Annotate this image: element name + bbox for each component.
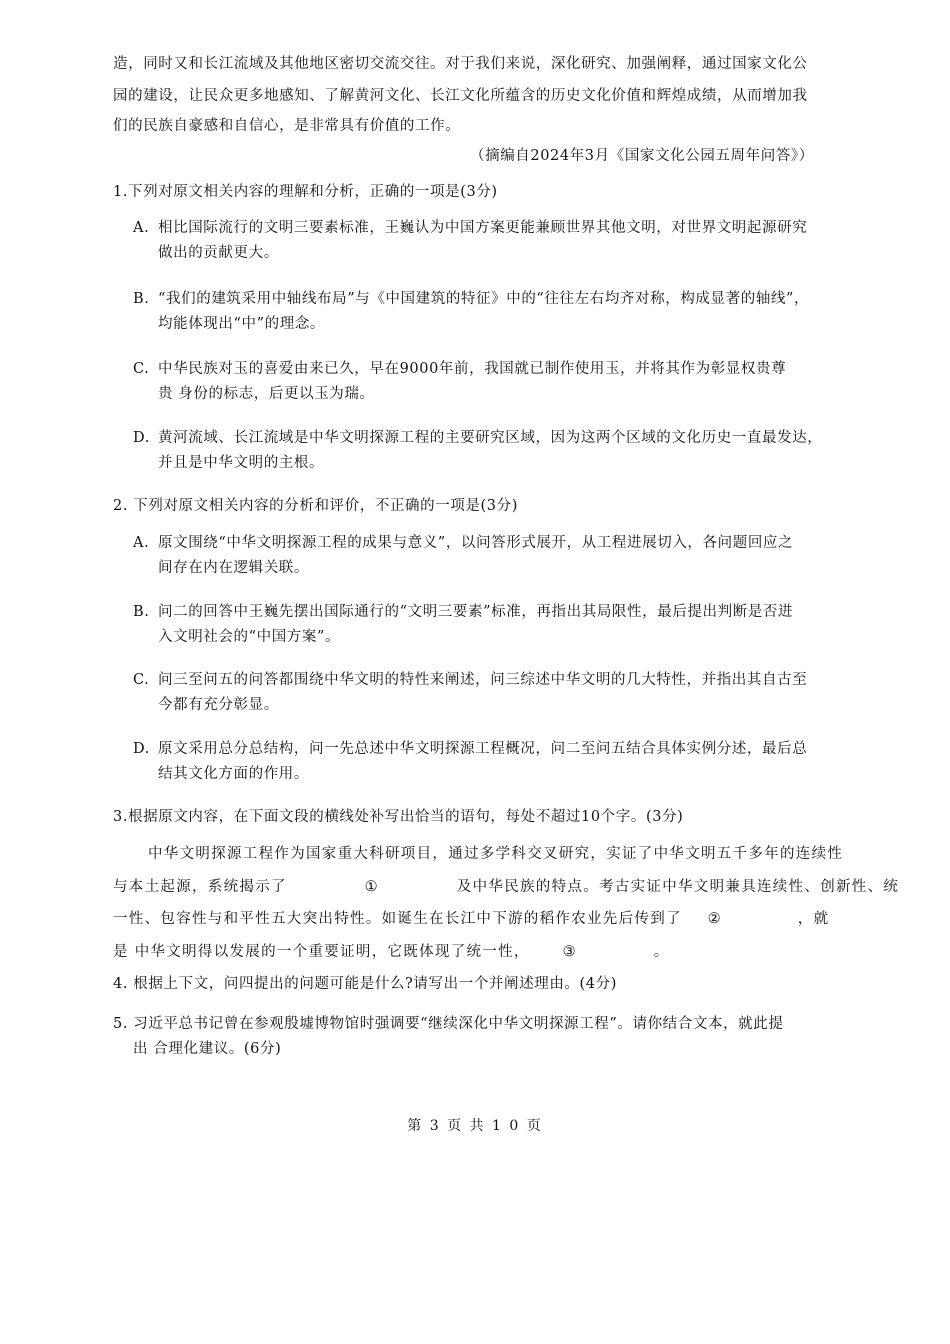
question-3-stem: 3.根据原文内容，在下面文段的横线处补写出恰当的语句，每处不超过10个字。(3分) — [113, 809, 684, 825]
option-text: 问二的回答中王巍先摆出国际通行的“文明三要素”标准，再指出其局限性，最后提出判断是否进 — [158, 604, 794, 620]
option-text: 黄河流域、长江流域是中华文明探源工程的主要研究区域，因为这两个区域的文化历史一直最发达， — [158, 430, 823, 446]
passage-line: 们的民族自豪感和自信心，是非常具有价值的工作。 — [113, 118, 461, 134]
option-letter: B. — [133, 604, 150, 620]
option-text: 做出的贡献更大。 — [158, 245, 279, 261]
question-4-stem: 4. 根据上下文，问四提出的问题可能是什么?请写出一个并阐述理由。(4分) — [113, 976, 617, 992]
option-text: 今都有充分彰显。 — [158, 697, 279, 713]
option-text: 原文采用总分总结构，问一先总述中华文明探源工程概况，问二至问五结合具体实例分述，最后总 — [158, 741, 808, 757]
option-text: 均能体现出“中”的理念。 — [158, 316, 326, 332]
cloze-text: 是 中华文明得以发展的一个重要证明，它既体现了统一性， — [113, 944, 530, 960]
cloze-text: 与本土起源，系统揭示了 — [113, 879, 287, 895]
page-number: 第 3 页 共 1 0 页 — [407, 1118, 543, 1134]
option-letter: A. — [133, 220, 150, 236]
option-letter: C. — [133, 672, 150, 688]
question-5-stem: 5. 习近平总书记曾在参观殷墟博物馆时强调要“继续深化中华文明探源工程”。请你结合文本，就此提 — [113, 1016, 784, 1032]
option-text: 并且是中华文明的主根。 — [158, 455, 325, 471]
source-citation: （摘编自2024年3月《国家文化公园五周年问答》） — [470, 148, 814, 164]
cloze-text: 。 — [653, 944, 670, 960]
option-letter: D. — [133, 430, 150, 446]
cloze-blank-2: ② — [707, 911, 722, 927]
cloze-paragraph-line — [113, 907, 829, 931]
passage-line: 造，同时又和长江流域及其他地区密切交流交往。对于我们来说，深化研究、加强阐释，通过国家文化公 — [113, 56, 808, 72]
option-text: 间存在内在逻辑关联。 — [158, 560, 309, 576]
cloze-text: 一性、包容性与和平性五大突出特性。如诞生在长江中下游的稻作农业先后传到了 — [113, 911, 682, 927]
option-text: 原文围绕“中华文明探源工程的成果与意义”，以问答形式展开，从工程进展切入，各问题回应之 — [158, 535, 794, 551]
passage-line: 园的建设，让民众更多地感知、了解黄河文化、长江文化所蕴含的历史文化价值和辉煌成绩，从而增加我 — [113, 88, 808, 104]
cloze-blank-1: ① — [364, 879, 379, 895]
option-letter: C. — [133, 361, 150, 377]
question-1-stem: 1.下列对原文相关内容的理解和分析，正确的一项是(3分) — [113, 184, 498, 200]
option-letter: B. — [133, 291, 150, 307]
cloze-blank-3: ③ — [562, 944, 577, 960]
cloze-text: ，就 — [797, 911, 830, 927]
option-text: 问三至问五的问答都围绕中华文明的特性来阐述，问三综述中华文明的几大特性，并指出其自古至 — [158, 672, 808, 688]
cloze-paragraph-line: 中华文明探源工程作为国家重大科研项目，通过多学科交叉研究，实证了中华文明五千多年的连续性 — [148, 846, 844, 862]
option-text: 贵 身份的标志，后更以玉为瑞。 — [158, 386, 375, 402]
option-text: 中华民族对玉的喜爱由来已久，早在9000年前，我国就已制作使用玉，并将其作为彰显权贵尊 — [158, 361, 787, 377]
question-5-stem: 出 合理化建议。(6分) — [133, 1041, 282, 1057]
option-text: 相比国际流行的文明三要素标准，王巍认为中国方案更能兼顾世界其他文明，对世界文明起源研究 — [158, 220, 808, 236]
option-text: 入文明社会的“中国方案”。 — [158, 629, 341, 645]
option-text: 结其文化方面的作用。 — [158, 766, 309, 782]
cloze-text: 及中华民族的特点。考古实证中华文明兼具连续性、创新性、统 — [456, 879, 900, 895]
question-2-stem: 2. 下列对原文相关内容的分析和评价，不正确的一项是(3分) — [113, 498, 518, 514]
option-letter: A. — [133, 535, 150, 551]
option-letter: D. — [133, 741, 150, 757]
cloze-paragraph-line — [113, 940, 670, 964]
cloze-paragraph-line — [113, 875, 899, 899]
option-text: “我们的建筑采用中轴线布局”与《中国建筑的特征》中的“往往左右均齐对称，构成显著的轴线”， — [158, 291, 810, 307]
